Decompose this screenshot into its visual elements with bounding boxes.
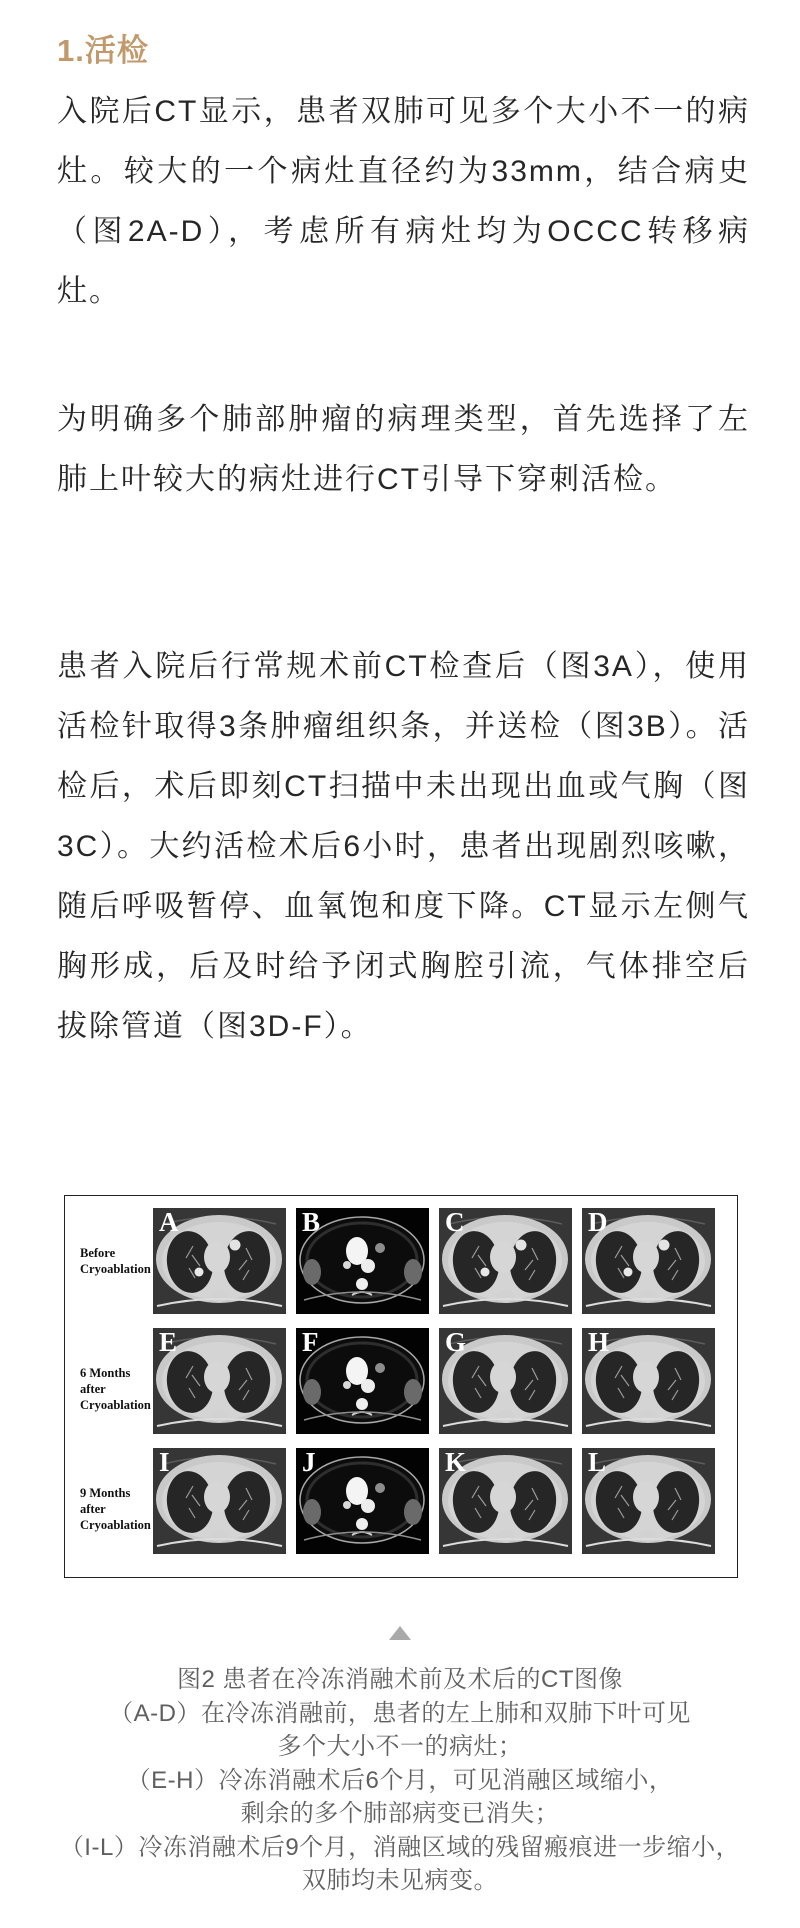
section-heading: 1.活检 — [57, 33, 149, 68]
ct-panel-L — [582, 1448, 715, 1554]
ct-panel-A — [153, 1208, 286, 1314]
ct-panel-B — [296, 1208, 429, 1314]
figure-row-label: 6 Months after Cryoablation — [80, 1366, 151, 1412]
ct-panel-G — [439, 1328, 572, 1434]
figure-caption-line: 剩余的多个肺部病变已消失； — [240, 1800, 560, 1827]
ct-panel-I — [153, 1448, 286, 1554]
figure-caption — [2, 1663, 798, 1898]
ct-panel-E — [153, 1328, 286, 1434]
ct-panel-letter: J — [302, 1447, 316, 1477]
ct-panel-H — [582, 1328, 715, 1434]
ct-panel-F — [296, 1328, 429, 1434]
ct-panel-letter: D — [588, 1207, 608, 1237]
body-paragraph-1: 入院后CT显示，患者双肺可见多个大小不一的病灶。较大的一个病灶直径约为33mm，结合病史（图2A-D），考虑所有病灶均为OCCC转移病灶。 — [57, 95, 750, 308]
body-paragraph-3: 患者入院后行常规术前CT检查后（图3A），使用活检针取得3条肿瘤组织条，并送检（图3B）。活检后，术后即刻CT扫描中未出现出血或气胸（图3C）。大约活检术后6小时，患者出现剧烈咳嗽，随后呼吸暂停、血氧饱和度下降。CT显示左侧气胸形成，后及时给予闭式胸腔引流，气体排空后拔除管道（图3D-F）。 — [57, 650, 750, 1043]
figure-caption-line: （I-L）冷冻消融术后9个月，消融区域的残留瘢痕进一步缩小， — [59, 1833, 741, 1861]
ct-panel-C — [439, 1208, 572, 1314]
figure-row-label: Before Cryoablation — [80, 1246, 151, 1276]
body-paragraph-2: 为明确多个肺部肿瘤的病理类型，首先选择了左肺上叶较大的病灶进行CT引导下穿刺活检。 — [57, 403, 750, 496]
ct-panel-letter: E — [159, 1327, 178, 1357]
ct-panel-letter: C — [445, 1207, 465, 1237]
ct-panel-K — [439, 1448, 572, 1554]
figure-caption-line: 双肺均未见病变。 — [302, 1867, 498, 1894]
figure-row-label: 9 Months after Cryoablation — [80, 1486, 151, 1532]
figure-caption-line: 多个大小不一的病灶； — [277, 1733, 523, 1760]
figure-caption-line: （A-D）在冷冻消融前，患者的左上肺和双肺下叶可见 — [109, 1699, 691, 1727]
figure-image[interactable] — [64, 1195, 738, 1578]
ct-mediastinal-window-image — [296, 1448, 429, 1554]
ct-panel-letter: H — [588, 1327, 610, 1357]
ct-lung-window-image — [153, 1448, 286, 1554]
ct-panel-letter: L — [588, 1447, 607, 1477]
ct-panel-letter: B — [302, 1207, 321, 1237]
ct-panel-letter: I — [159, 1447, 170, 1477]
ct-panel-letter: G — [445, 1327, 467, 1357]
triangle-up-icon — [389, 1626, 411, 1640]
figure-caption-title: 图2 患者在冷冻消融术前及术后的CT图像 — [176, 1666, 623, 1693]
ct-panel-D — [582, 1208, 715, 1314]
ct-panel-J — [296, 1448, 429, 1554]
ct-panel-letter: F — [302, 1327, 319, 1357]
figure-caption-line: （E-H）冷冻消融术后6个月，可见消融区域缩小， — [126, 1766, 674, 1794]
ct-panel-letter: A — [159, 1207, 179, 1237]
ct-panel-letter: K — [445, 1447, 467, 1477]
